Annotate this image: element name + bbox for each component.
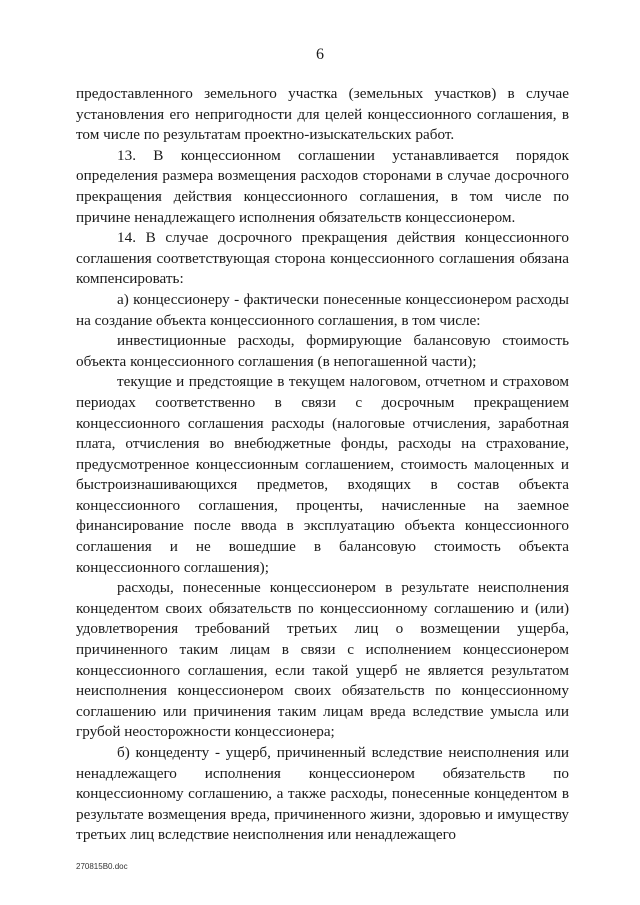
file-name-footer: 270815В0.doc [76,862,128,871]
paragraph-item-14: 14. В случае досрочного прекращения действия концессионного соглашения соответствующая сторона концессионного соглашения обязана компенсировать: [76,229,569,288]
document-body [76,84,569,846]
paragraph-investment-costs: инвестиционные расходы, формирующие балансовую стоимость объекта концессионного соглашения (в непогашенной части); [76,332,569,370]
paragraph-continuation: предоставленного земельного участка (земельных участков) в случае установления его непригодности для целей концессионного соглашения, в том числе по результатам проектно-изыскательских работ. [76,85,569,144]
paragraph-current-costs: текущие и предстоящие в текущем налоговом, отчетном и страховом периодах соответственно в связи с досрочным прекращением концессионного соглашения расходы (налоговые отчисления, заработная плата, отчисления во внебюджетные фонды, расходы на страхование, предусмотренное концессионным соглашением, стоимость малоценных и быстроизнашивающихся предметов, входящих в состав объекта концессионного соглашения, проценты, начисленные на заемное финансирование после ввода в эксплуатацию объекта концессионного соглашения и не вошедшие в балансовую стоимость объекта концессионного соглашения); [76,373,569,576]
page-number: 6 [316,46,324,63]
paragraph-subitem-a: а) концессионеру - фактически понесенные концессионером расходы на создание объекта концессионного соглашения, в том числе: [76,290,569,329]
paragraph-item-13: 13. В концессионном соглашении устанавливается порядок определения размера возмещения расходов сторонами в случае досрочного прекращения действия концессионного соглашения, в том числе по причине ненадлежащего исполнения обязательств концессионером. [76,146,569,226]
paragraph-subitem-b: б) концеденту - ущерб, причиненный вследствие неисполнения или ненадлежащего исполнения концессионером обязательств по концессионному соглашению, а также расходы, понесенные концедентом в результате возмещения вреда, причиненного жизни, здоровью и имуществу третьих лиц вследствие неисполнения или ненадлежащего [76,744,569,844]
paragraph-concessionaire-costs: расходы, понесенные концессионером в результате неисполнения концедентом своих обязательств по концессионному соглашению и (или) удовлетворения требований третьих лиц о возмещении ущерба, причиненного таким лицам в связи с исполнением концессионером концессионного соглашения, если такой ущерб не является результатом неисполнения концессионером своих обязательств по концессионному соглашению или причинения таким лицам вреда вследствие умысла или грубой неосторожности концессионера; [76,579,569,741]
